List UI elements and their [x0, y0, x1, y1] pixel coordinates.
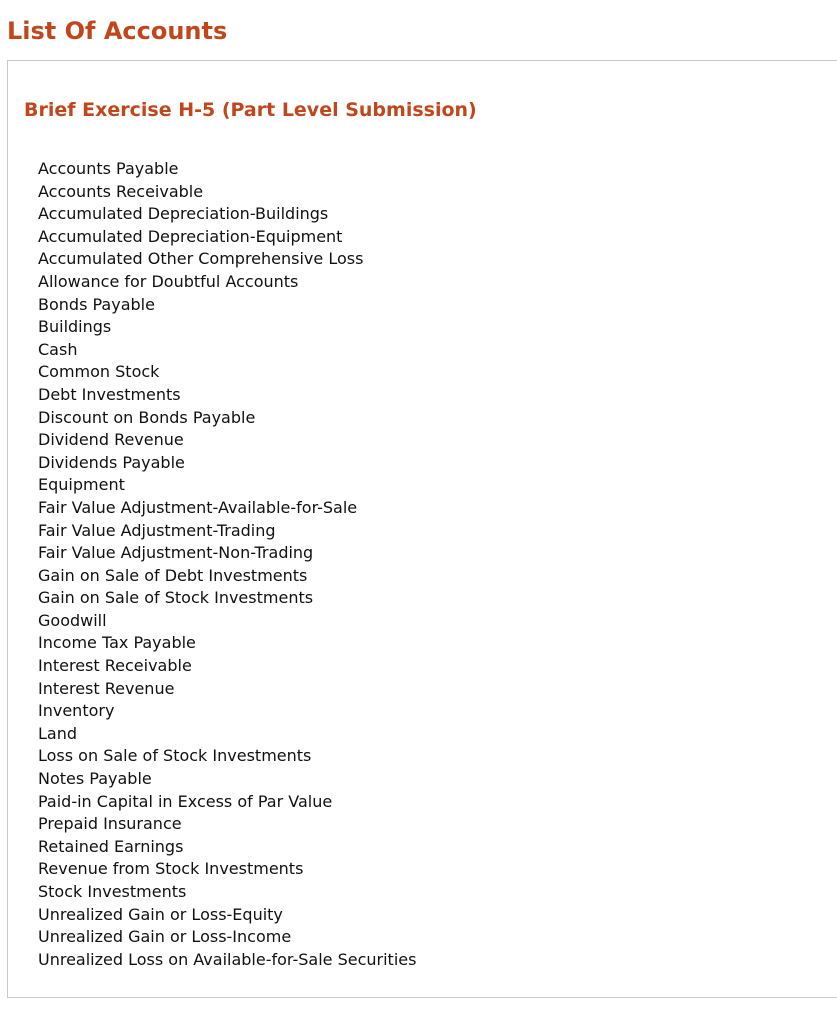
list-item: Paid-in Capital in Excess of Par Value — [38, 791, 333, 811]
list-item: Accumulated Other Comprehensive Loss — [38, 249, 364, 269]
list-item: Retained Earnings — [38, 836, 184, 856]
list-item: Fair Value Adjustment-Available-for-Sale — [38, 497, 358, 517]
list-item: Income Tax Payable — [38, 633, 196, 653]
list-item: Unrealized Gain or Loss-Equity — [38, 904, 283, 924]
list-item: Buildings — [38, 317, 112, 337]
list-item: Equipment — [38, 475, 125, 495]
list-item: Accounts Payable — [38, 159, 179, 178]
list-item: Loss on Sale of Stock Investments — [38, 746, 312, 766]
list-item: Bonds Payable — [38, 294, 155, 314]
list-item: Unrealized Loss on Available-for-Sale Securities — [38, 949, 417, 969]
list-item: Dividends Payable — [38, 452, 185, 472]
list-item: Revenue from Stock Investments — [38, 859, 304, 879]
list-item: Accounts Receivable — [38, 181, 204, 201]
list-item: Prepaid Insurance — [38, 814, 182, 834]
list-item: Fair Value Adjustment-Trading — [38, 520, 276, 540]
list-item: Cash — [38, 339, 78, 359]
list-item: Interest Revenue — [38, 678, 175, 698]
list-item: Notes Payable — [38, 769, 152, 789]
list-item: Land — [38, 723, 78, 743]
accounts-panel — [7, 60, 837, 998]
section-title: Brief Exercise H-5 (Part Level Submission) — [24, 99, 477, 121]
list-item: Gain on Sale of Debt Investments — [38, 565, 308, 585]
list-item: Discount on Bonds Payable — [38, 407, 256, 427]
list-item: Debt Investments — [38, 384, 181, 404]
list-item: Fair Value Adjustment-Non-Trading — [38, 543, 314, 563]
list-item: Dividend Revenue — [38, 430, 184, 450]
account-list — [38, 158, 416, 971]
list-item: Interest Receivable — [38, 656, 192, 676]
list-item: Unrealized Gain or Loss-Income — [38, 927, 292, 947]
list-item: Allowance for Doubtful Accounts — [38, 271, 299, 291]
list-item: Accumulated Depreciation-Equipment — [38, 226, 343, 246]
list-item: Accumulated Depreciation-Buildings — [38, 204, 329, 224]
list-item: Goodwill — [38, 610, 107, 630]
list-item: Stock Investments — [38, 882, 187, 901]
list-item: Inventory — [38, 701, 115, 721]
list-item: Gain on Sale of Stock Investments — [38, 588, 314, 608]
page-title: List Of Accounts — [7, 17, 228, 45]
list-item: Common Stock — [38, 362, 160, 382]
